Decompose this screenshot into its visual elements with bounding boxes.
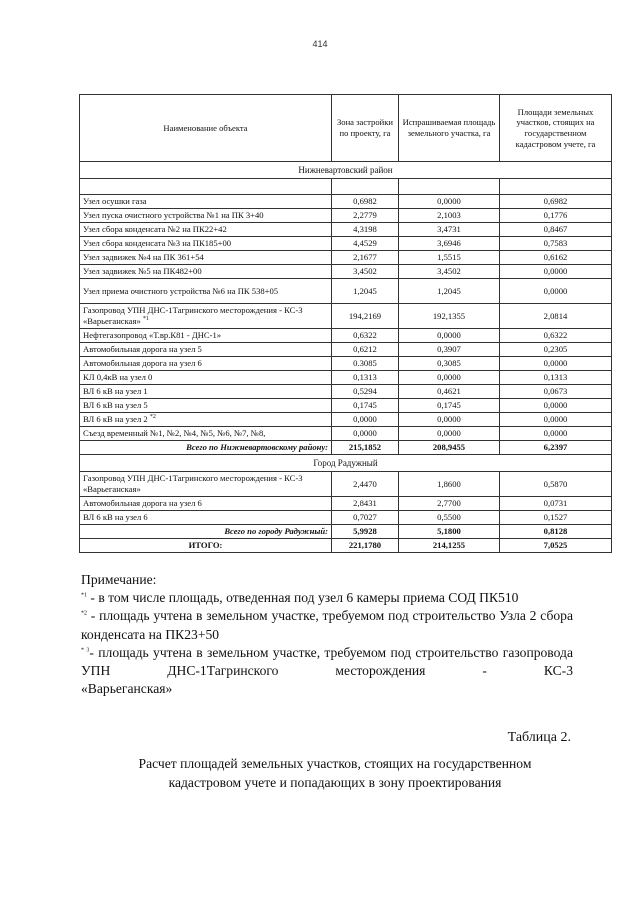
construction-zone-cell: 0,1745 bbox=[332, 399, 399, 413]
table-row bbox=[80, 209, 612, 223]
requested-area-cell: 2,7700 bbox=[399, 497, 500, 511]
cadastral-area-cell: 0,0000 bbox=[500, 265, 612, 279]
construction-zone-cell: 215,1852 bbox=[332, 441, 399, 455]
note-2-mark: *2 bbox=[81, 610, 87, 617]
cadastral-area-cell: 0,1313 bbox=[500, 371, 612, 385]
object-name-cell bbox=[80, 223, 332, 237]
object-name-text: Газопровод УПН ДНС-1Тагринского месторождения - КС-3 «Варьеганская» bbox=[83, 305, 303, 326]
object-name-cell bbox=[80, 357, 332, 371]
table-body bbox=[80, 162, 612, 553]
construction-zone-cell: 5,9928 bbox=[332, 525, 399, 539]
object-name-text: Узел сбора конденсата №3 на ПК185+00 bbox=[83, 238, 232, 249]
object-name-cell bbox=[80, 511, 332, 525]
object-name-text: Всего по Нижневартовскому району: bbox=[186, 442, 328, 453]
construction-zone-cell: 221,1780 bbox=[332, 539, 399, 553]
object-name-text: Съезд временный №1, №2, №4, №5, №6, №7, №8, bbox=[83, 428, 266, 439]
construction-zone-cell: 3,4502 bbox=[332, 265, 399, 279]
object-name-text: Узел осушки газа bbox=[83, 196, 147, 207]
cadastral-area-cell: 6,2397 bbox=[500, 441, 612, 455]
section-raduzhny bbox=[80, 455, 612, 472]
caption-line-1: Расчет площадей земельных участков, стоящих на государственном bbox=[138, 756, 532, 771]
object-name-cell bbox=[80, 237, 332, 251]
table-row bbox=[80, 511, 612, 525]
requested-area-cell: 0,0000 bbox=[399, 413, 500, 427]
cadastral-area-cell: 0,1527 bbox=[500, 511, 612, 525]
cadastral-area-cell: 0,1776 bbox=[500, 209, 612, 223]
object-name-cell bbox=[80, 251, 332, 265]
table-row bbox=[80, 385, 612, 399]
section-nizhnevartovsk bbox=[80, 162, 612, 179]
object-name-text: Автомобильная дорога на узел 5 bbox=[83, 344, 202, 355]
object-name-text: ВЛ 6 кВ на узел 1 bbox=[83, 386, 148, 397]
object-name-text: ВЛ 6 кВ на узел 6 bbox=[83, 512, 148, 523]
notes-title: Примечание: bbox=[81, 572, 157, 587]
table-row bbox=[80, 279, 612, 304]
note-3-mark: * 3 bbox=[81, 647, 90, 654]
table-row bbox=[80, 343, 612, 357]
construction-zone-cell: 0,6212 bbox=[332, 343, 399, 357]
requested-area-cell: 3,4731 bbox=[399, 223, 500, 237]
object-name-text: ВЛ 6 кВ на узел 2 bbox=[83, 414, 148, 425]
section-title: Город Радужный bbox=[80, 455, 612, 472]
requested-area-cell: 1,8600 bbox=[399, 472, 500, 497]
cadastral-area-cell: 0,0673 bbox=[500, 385, 612, 399]
object-name-text: Узел приема очистного устройства №6 на ПК 538+05 bbox=[83, 285, 279, 296]
object-name-cell bbox=[80, 385, 332, 399]
construction-zone-cell: 0.3085 bbox=[332, 357, 399, 371]
construction-zone-cell: 2,4470 bbox=[332, 472, 399, 497]
object-name-cell bbox=[80, 343, 332, 357]
requested-area-cell: 214,1255 bbox=[399, 539, 500, 553]
note-3-text: - площадь учтена в земельном участке, требуемом под строительство газопровода УПН ДНС-1Тагринского месторождения - КС-3 bbox=[81, 644, 573, 679]
cadastral-area-cell: 7,0525 bbox=[500, 539, 612, 553]
total-label-cell bbox=[80, 441, 332, 455]
requested-area-cell: 0,3907 bbox=[399, 343, 500, 357]
table-row bbox=[80, 195, 612, 209]
object-name-text: Узел сбора конденсата №2 на ПК22+42 bbox=[83, 224, 227, 235]
construction-zone-cell: 0,1313 bbox=[332, 371, 399, 385]
grand-total-label-cell bbox=[80, 539, 332, 553]
object-name-cell bbox=[80, 279, 332, 304]
cadastral-area-cell: 0,0000 bbox=[500, 413, 612, 427]
construction-zone-cell: 0,0000 bbox=[332, 413, 399, 427]
cadastral-area-cell: 0,2305 bbox=[500, 343, 612, 357]
object-name-cell bbox=[80, 209, 332, 223]
cadastral-area-cell: 0,0000 bbox=[500, 399, 612, 413]
requested-area-cell: 0,1745 bbox=[399, 399, 500, 413]
requested-area-cell: 1,5515 bbox=[399, 251, 500, 265]
object-name-text: Газопровод УПН ДНС-1Тагринского месторождения - КС-3 «Варьеганская» bbox=[83, 473, 303, 494]
land-area-table bbox=[79, 94, 612, 553]
cadastral-area-cell: 0,6322 bbox=[500, 329, 612, 343]
empty-cell bbox=[500, 179, 612, 195]
footnote-mark: *2 bbox=[149, 414, 156, 421]
table-row bbox=[80, 399, 612, 413]
requested-area-cell: 5,1800 bbox=[399, 525, 500, 539]
header-object-name: Наименование объекта bbox=[80, 95, 332, 162]
cadastral-area-cell: 0,0731 bbox=[500, 497, 612, 511]
object-name-cell bbox=[80, 497, 332, 511]
requested-area-cell: 0,5500 bbox=[399, 511, 500, 525]
construction-zone-cell: 0,6322 bbox=[332, 329, 399, 343]
object-name-cell bbox=[80, 399, 332, 413]
table-row bbox=[80, 304, 612, 329]
note-3 bbox=[81, 644, 573, 680]
requested-area-cell: 1,2045 bbox=[399, 279, 500, 304]
construction-zone-cell: 2,2779 bbox=[332, 209, 399, 223]
object-name-text: Автомобильная дорога на узел 6 bbox=[83, 358, 202, 369]
table-row bbox=[80, 357, 612, 371]
table-row bbox=[80, 329, 612, 343]
requested-area-cell: 0,0000 bbox=[399, 329, 500, 343]
empty-cell bbox=[332, 179, 399, 195]
construction-zone-cell: 2,8431 bbox=[332, 497, 399, 511]
object-name-cell bbox=[80, 195, 332, 209]
note-1-mark: *1 bbox=[81, 592, 87, 599]
caption-line-2: кадастровом учете и попадающих в зону проектирования bbox=[168, 774, 502, 790]
section-title: Нижневартовский район bbox=[80, 162, 612, 179]
empty-cell bbox=[399, 179, 500, 195]
requested-area-cell: 208,9455 bbox=[399, 441, 500, 455]
note-2-text: - площадь учтена в земельном участке, требуемом под строительство Узла 2 сбора конденсата на ПК23+50 bbox=[81, 608, 573, 642]
note-1-text: - в том числе площадь, отведенная под узел 6 камеры приема СОД ПК510 bbox=[87, 590, 519, 606]
cadastral-area-cell: 0,7583 bbox=[500, 237, 612, 251]
table-row bbox=[80, 525, 612, 539]
construction-zone-cell: 4,4529 bbox=[332, 237, 399, 251]
table-row bbox=[80, 472, 612, 497]
object-name-text: ИТОГО: bbox=[188, 540, 223, 551]
table-row bbox=[80, 413, 612, 427]
cadastral-area-cell: 0,8467 bbox=[500, 223, 612, 237]
object-name-text: ВЛ 6 кВ на узел 5 bbox=[83, 400, 148, 411]
total-label-cell bbox=[80, 525, 332, 539]
requested-area-cell: 2,1003 bbox=[399, 209, 500, 223]
requested-area-cell: 0,4621 bbox=[399, 385, 500, 399]
table-row bbox=[80, 539, 612, 553]
requested-area-cell: 0,0000 bbox=[399, 195, 500, 209]
note-2 bbox=[81, 607, 573, 643]
notes bbox=[81, 571, 573, 698]
requested-area-cell: 0,0000 bbox=[399, 427, 500, 441]
table-row bbox=[80, 265, 612, 279]
object-name-cell bbox=[80, 371, 332, 385]
construction-zone-cell: 1,2045 bbox=[332, 279, 399, 304]
cadastral-area-cell: 0,0000 bbox=[500, 357, 612, 371]
cadastral-area-cell: 0,0000 bbox=[500, 427, 612, 441]
table-2-caption bbox=[110, 755, 560, 792]
note-1 bbox=[81, 589, 573, 607]
object-name-cell bbox=[80, 304, 332, 329]
table-2-label: Таблица 2. bbox=[507, 730, 571, 745]
object-name-text: Узел задвижек №4 на ПК 361+54 bbox=[83, 252, 204, 263]
requested-area-cell: 192,1355 bbox=[399, 304, 500, 329]
page-number: 414 bbox=[312, 39, 328, 49]
object-name-text: Автомобильная дорога на узел 6 bbox=[83, 498, 202, 509]
requested-area-cell: 0,0000 bbox=[399, 371, 500, 385]
footnote-mark: *1 bbox=[142, 316, 149, 323]
table-row bbox=[80, 497, 612, 511]
cadastral-area-cell: 0,6982 bbox=[500, 195, 612, 209]
object-name-text: Узел пуска очистного устройства №1 на ПК 3+40 bbox=[83, 210, 264, 221]
table-row bbox=[80, 427, 612, 441]
requested-area-cell: 3,4502 bbox=[399, 265, 500, 279]
header-construction-zone: Зона застройки по проекту, га bbox=[332, 95, 399, 162]
cadastral-area-cell: 0,5870 bbox=[500, 472, 612, 497]
note-3-end: «Варьеганская» bbox=[81, 681, 173, 697]
cadastral-area-cell: 0,8128 bbox=[500, 525, 612, 539]
table-row bbox=[80, 237, 612, 251]
construction-zone-cell: 4,3198 bbox=[332, 223, 399, 237]
construction-zone-cell: 0,7027 bbox=[332, 511, 399, 525]
object-name-text: Всего по городу Радужный: bbox=[224, 526, 328, 537]
table-row bbox=[80, 223, 612, 237]
object-name-cell bbox=[80, 472, 332, 497]
table-row bbox=[80, 371, 612, 385]
cadastral-area-cell: 2,0814 bbox=[500, 304, 612, 329]
object-name-text: Нефтегазопровод «Т.вр.К81 - ДНС-1» bbox=[83, 330, 222, 341]
object-name-text: Узел задвижек №5 на ПК482+00 bbox=[83, 266, 202, 277]
object-name-cell bbox=[80, 265, 332, 279]
construction-zone-cell: 0,6982 bbox=[332, 195, 399, 209]
construction-zone-cell: 2,1677 bbox=[332, 251, 399, 265]
construction-zone-cell: 194,2169 bbox=[332, 304, 399, 329]
empty-cell bbox=[80, 179, 332, 195]
table-row bbox=[80, 251, 612, 265]
table-row bbox=[80, 441, 612, 455]
construction-zone-cell: 0,0000 bbox=[332, 427, 399, 441]
requested-area-cell: 3,6946 bbox=[399, 237, 500, 251]
header-requested-area: Испрашиваемая площадь земельного участка, га bbox=[399, 95, 500, 162]
cadastral-area-cell: 0,6162 bbox=[500, 251, 612, 265]
object-name-text: КЛ 0,4кВ на узел 0 bbox=[83, 372, 153, 383]
cadastral-area-cell: 0,0000 bbox=[500, 279, 612, 304]
object-name-cell bbox=[80, 329, 332, 343]
requested-area-cell: 0,3085 bbox=[399, 357, 500, 371]
header-cadastral-area: Площади земельных участков, стоящих на государственном кадастровом учете, га bbox=[500, 95, 612, 162]
construction-zone-cell: 0,5294 bbox=[332, 385, 399, 399]
object-name-cell bbox=[80, 413, 332, 427]
object-name-cell bbox=[80, 427, 332, 441]
spacer-row bbox=[80, 179, 612, 195]
